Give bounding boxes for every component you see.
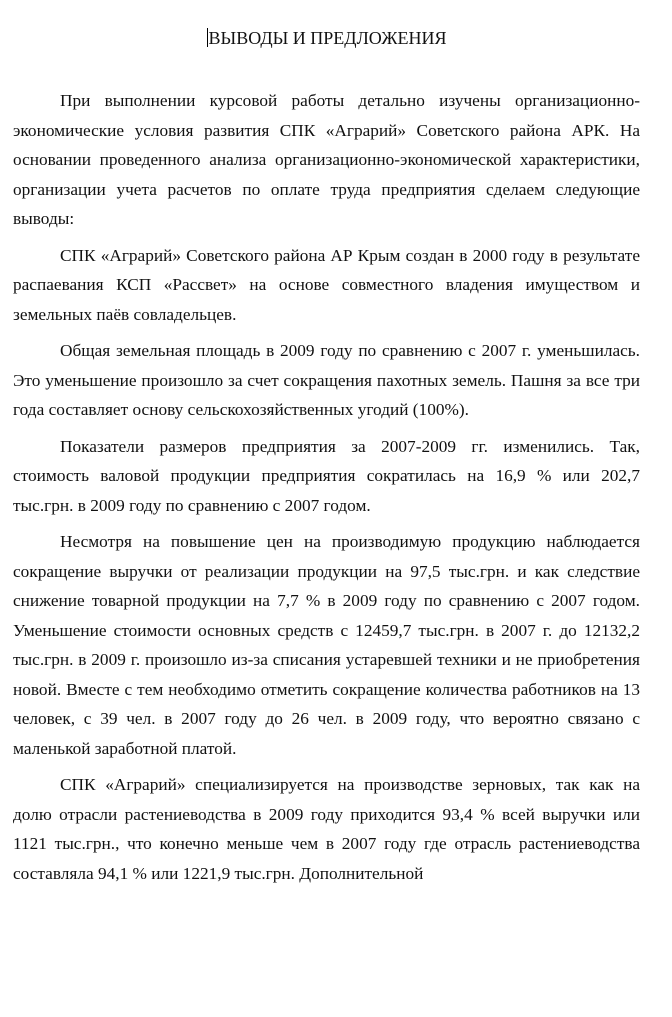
text-cursor xyxy=(207,28,208,47)
document-body xyxy=(13,86,640,888)
paragraph-land-area: Общая земельная площадь в 2009 году по сравнению с 2007 г. уменьшилась. Это уменьшение произошло за счет сокращения пахотных земель. Пашня за все три года составляет основу сельскохозяйственных угодий (100%). xyxy=(13,341,640,419)
document-title: ВЫВОДЫ И ПРЕДЛОЖЕНИЯ xyxy=(208,28,447,48)
document-title-row xyxy=(13,26,640,50)
paragraph-founding: СПК «Аграрий» Советского района АР Крым создан в 2000 году в результате распаевания КСП «Рассвет» на основе совместного владения имуществом и земельных паёв совладельцев. xyxy=(13,245,640,324)
paragraph-specialization: СПК «Аграрий» специализируется на производстве зерновых, так как на долю отрасли растениеводства в 2009 году приходится 93,4 % всей выручки или 1121 тыс.грн., что конечно меньше чем в 2007 году где отрасль растениеводства составляла 94,1 % или 1221,9 тыс.грн. Дополнительной xyxy=(13,775,640,883)
paragraph-revenue: Несмотря на повышение цен на производимую продукцию наблюдается сокращение выручки от реализации продукции на 97,5 тыс.грн. и как следствие снижение товарной продукции на 7,7 % в 2009 году по сравнению с 2007 годом. Уменьшение стоимости основных средств с 12459,7 тыс.грн. в 2007 г. до 12132,2 тыс.грн. в 2009 г. произошло из-за списания устаревшей техники и не приобретения новой. Вместе с тем необходимо отметить сокращение количества работников на 13 человек, с 39 чел. в 2007 году до 26 чел. в 2009 году, что вероятно связано с маленькой заработной платой. xyxy=(13,532,640,758)
paragraph-enterprise-size: Показатели размеров предприятия за 2007-2009 гг. изменились. Так, стоимость валовой продукции предприятия сократилась на 16,9 % или 202,7 тыс.грн. в 2009 году по сравнению с 2007 годом. xyxy=(13,436,640,515)
paragraph-intro: При выполнении курсовой работы детально изучены организационно-экономические условия развития СПК «Аграрий» Советского района АРК. На основании проведенного анализа организационно-экономической характеристики, организации учета расчетов по оплате труда предприятия сделаем следующие выводы: xyxy=(13,91,640,228)
